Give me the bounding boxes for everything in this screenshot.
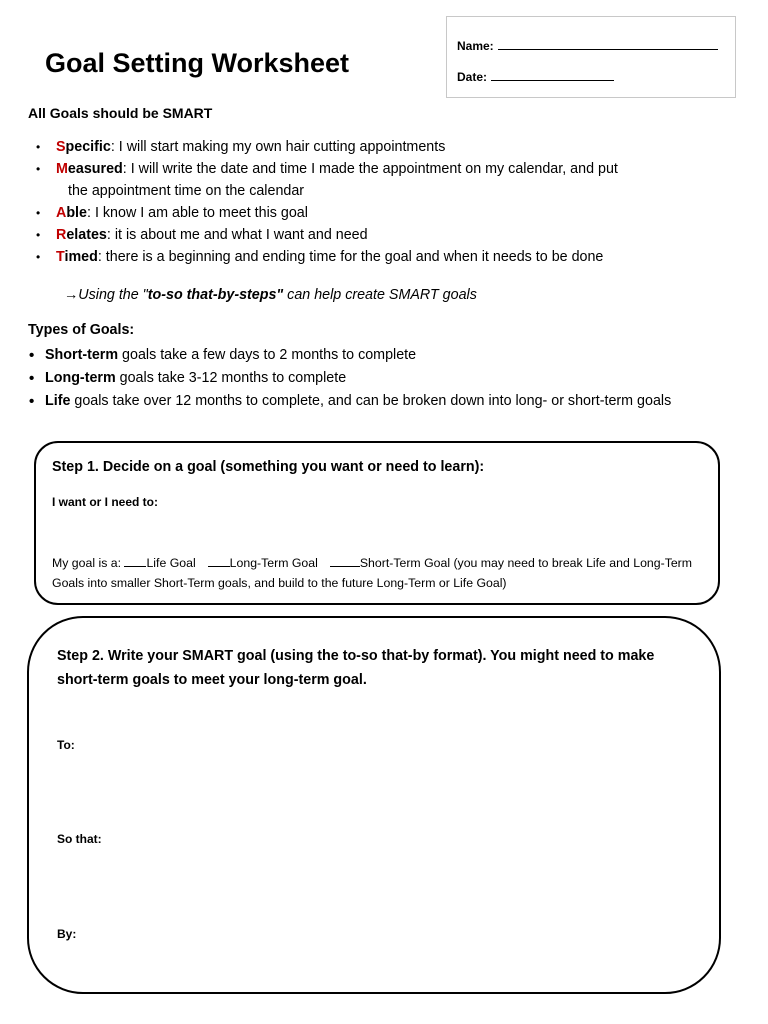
type-term: Life: [45, 393, 71, 409]
type-term: Long-term: [45, 370, 116, 386]
smart-item-able: [36, 202, 736, 224]
tip-text-bold: to-so that-by-steps": [147, 287, 284, 303]
type-text: goals take 3-12 months to complete: [115, 370, 347, 386]
goal-note: (you may need to break Life and Long-Term Goals into smaller Short-Term goals, and build to the future Long-Term or Life Goal): [52, 556, 693, 590]
so-that-label: So that:: [57, 832, 102, 846]
short-term-goal-blank[interactable]: [330, 555, 360, 567]
smart-heading: All Goals should be SMART: [28, 105, 213, 121]
smart-item-specific: [36, 136, 736, 158]
date-field[interactable]: [491, 68, 614, 81]
smart-list: [36, 136, 736, 268]
smart-letter: S: [56, 139, 66, 155]
types-heading: Types of Goals:: [28, 322, 135, 338]
type-item-long-term: [28, 367, 740, 390]
smart-text: : I will write the date and time I made the appointment on my calendar, and put: [122, 161, 618, 177]
life-goal-label: Life Goal: [146, 556, 196, 570]
by-label: By:: [57, 927, 77, 941]
smart-text: : it is about me and what I want and need: [106, 227, 368, 243]
smart-text: : I will start making my own hair cutting appointments: [110, 139, 446, 155]
smart-letter: A: [56, 205, 67, 221]
tip-text-before: Using the ": [78, 287, 148, 303]
smart-word: easured: [67, 161, 123, 177]
type-text: goals take over 12 months to complete, and can be broken down into long- or short-term goals: [70, 393, 672, 409]
long-term-goal-label: Long-Term Goal: [229, 556, 318, 570]
type-term: Short-term: [45, 347, 119, 363]
name-row: [457, 37, 718, 53]
smart-letter: T: [56, 249, 65, 265]
step1-box: [34, 441, 720, 605]
name-field[interactable]: [498, 37, 718, 50]
type-text: goals take a few days to 2 months to complete: [118, 347, 417, 363]
smart-item-relates: [36, 224, 736, 246]
smart-item-measured: [36, 158, 736, 202]
want-need-label: I want or I need to:: [52, 495, 159, 509]
type-item-short-term: [28, 344, 740, 367]
to-label: To:: [57, 738, 75, 752]
smart-word: pecific: [65, 139, 111, 155]
smart-tip: [64, 287, 477, 303]
long-term-goal-blank[interactable]: [208, 555, 230, 567]
tip-text-after: can help create SMART goals: [283, 287, 477, 303]
goal-type-line: [52, 553, 712, 593]
smart-text-continued: the appointment time on the calendar: [68, 183, 305, 199]
date-label: Date:: [457, 70, 488, 84]
type-item-life: [28, 390, 740, 413]
smart-word: elates: [66, 227, 107, 243]
life-goal-blank[interactable]: [124, 555, 146, 567]
smart-text: : I know I am able to meet this goal: [87, 205, 308, 221]
smart-item-timed: [36, 246, 736, 268]
worksheet-title: Goal Setting Worksheet: [45, 48, 350, 78]
date-row: [457, 68, 614, 84]
short-term-goal-label: Short-Term Goal: [359, 556, 451, 570]
smart-letter: R: [56, 227, 67, 243]
name-date-box: [446, 16, 736, 98]
smart-word: imed: [64, 249, 98, 265]
types-list: [28, 344, 740, 413]
step2-heading: Step 2. Write your SMART goal (using the to-so that-by format). You might need to make short-term goals to meet your long-term goal.: [57, 648, 655, 688]
goal-prefix: My goal is a:: [52, 556, 125, 570]
name-label: Name:: [457, 39, 494, 53]
step1-heading: Step 1. Decide on a goal (something you want or need to learn):: [52, 459, 485, 475]
smart-word: ble: [66, 205, 87, 221]
step2-box: [27, 616, 721, 994]
smart-text: : there is a beginning and ending time for the goal and when it needs to be done: [97, 249, 604, 265]
arrow-icon: →: [64, 287, 79, 303]
smart-letter: M: [56, 161, 68, 177]
